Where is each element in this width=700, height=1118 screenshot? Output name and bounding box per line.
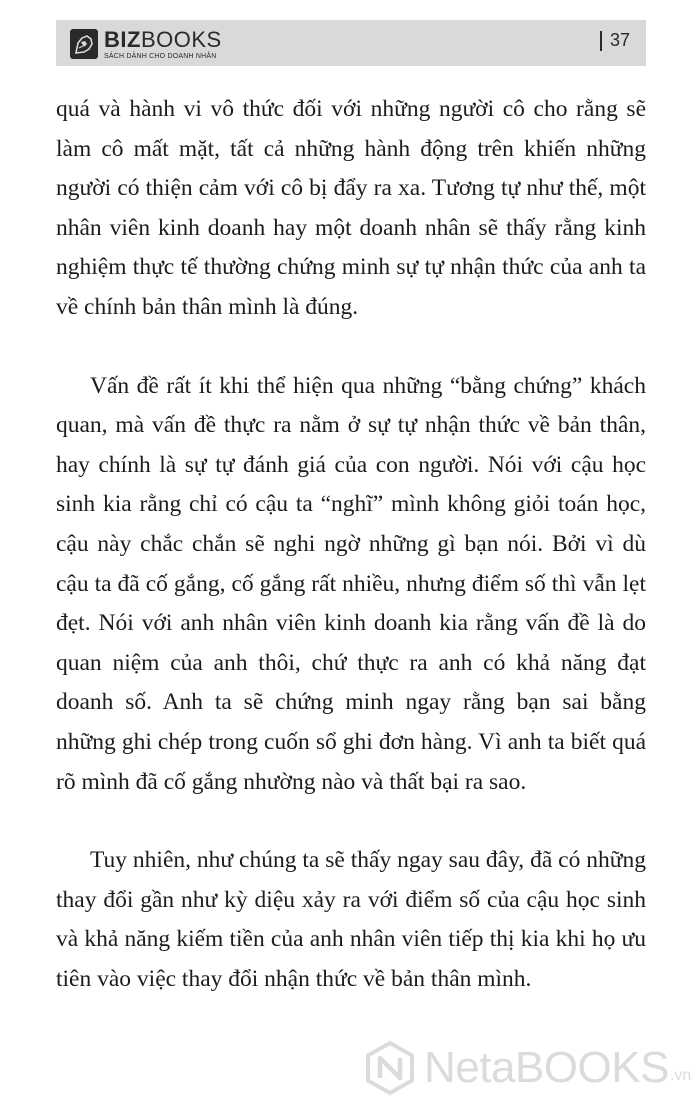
brand-tagline: SÁCH DÀNH CHO DOANH NHÂN — [104, 52, 217, 60]
lion-logo-icon — [70, 29, 98, 59]
watermark-text: NetaBOOKS — [424, 1043, 669, 1092]
netabooks-watermark — [362, 1040, 691, 1096]
paragraph-1: quá và hành vi vô thức đối với những người cô cho rằng sẽ làm cô mất mặt, tất cả những hành động trên khiến những người có thiện cảm với cô bị đẩy ra xa. Tương tự như thế, một nhân viên kinh doanh hay một doanh nhân sẽ thấy rằng kinh nghiệm thực tế thường chứng minh sự tự nhận thức của anh ta về chính bản thân mình là đúng. — [56, 96, 646, 320]
page-number: 37 — [609, 30, 630, 50]
paragraph-2: Vấn đề rất ít khi thể hiện qua những “bằng chứng” khách quan, mà vấn đề thực ra nằm ở sự tự nhận thức về bản thân, hay chính là sự tự đánh giá của con người. Nói với cậu học sinh kia rằng chỉ có cậu ta “nghĩ” mình không giỏi toán học, cậu này chắc chắn sẽ nghi ngờ những gì bạn nói. Bởi vì dù cậu ta đã cố gắng, cố gắng rất nhiều, nhưng điểm số thì vẫn lẹt đẹt. Nói với anh nhân viên kinh doanh kia rằng vấn đề là do quan niệm của anh thôi, chứ thực ra anh có khả năng đạt doanh số. Anh ta sẽ chứng minh ngay rằng bạn sai bằng những ghi chép trong cuốn sổ ghi đơn hàng. Vì anh ta biết quá rõ mình đã cố gắng nhường nào và thất bại ra sao. — [56, 372, 646, 795]
page-number-area — [600, 30, 630, 51]
netabooks-logo-icon — [362, 1040, 418, 1096]
paragraph-3: Tuy nhiên, như chúng ta sẽ thấy ngay sau đây, đã có những thay đổi gần như kỳ diệu xảy ra với điểm số của cậu học sinh và khả năng kiếm tiền của anh nhân viên tiếp thị kia khi họ ưu tiên vào việc thay đổi nhận thức về bản thân mình. — [56, 847, 646, 992]
page-body — [56, 90, 646, 1038]
brand-name: BIZBOOKS — [104, 26, 222, 52]
watermark-suffix: .vn — [669, 1067, 692, 1084]
page-number-divider — [600, 31, 602, 51]
bizbooks-logo — [70, 26, 222, 62]
